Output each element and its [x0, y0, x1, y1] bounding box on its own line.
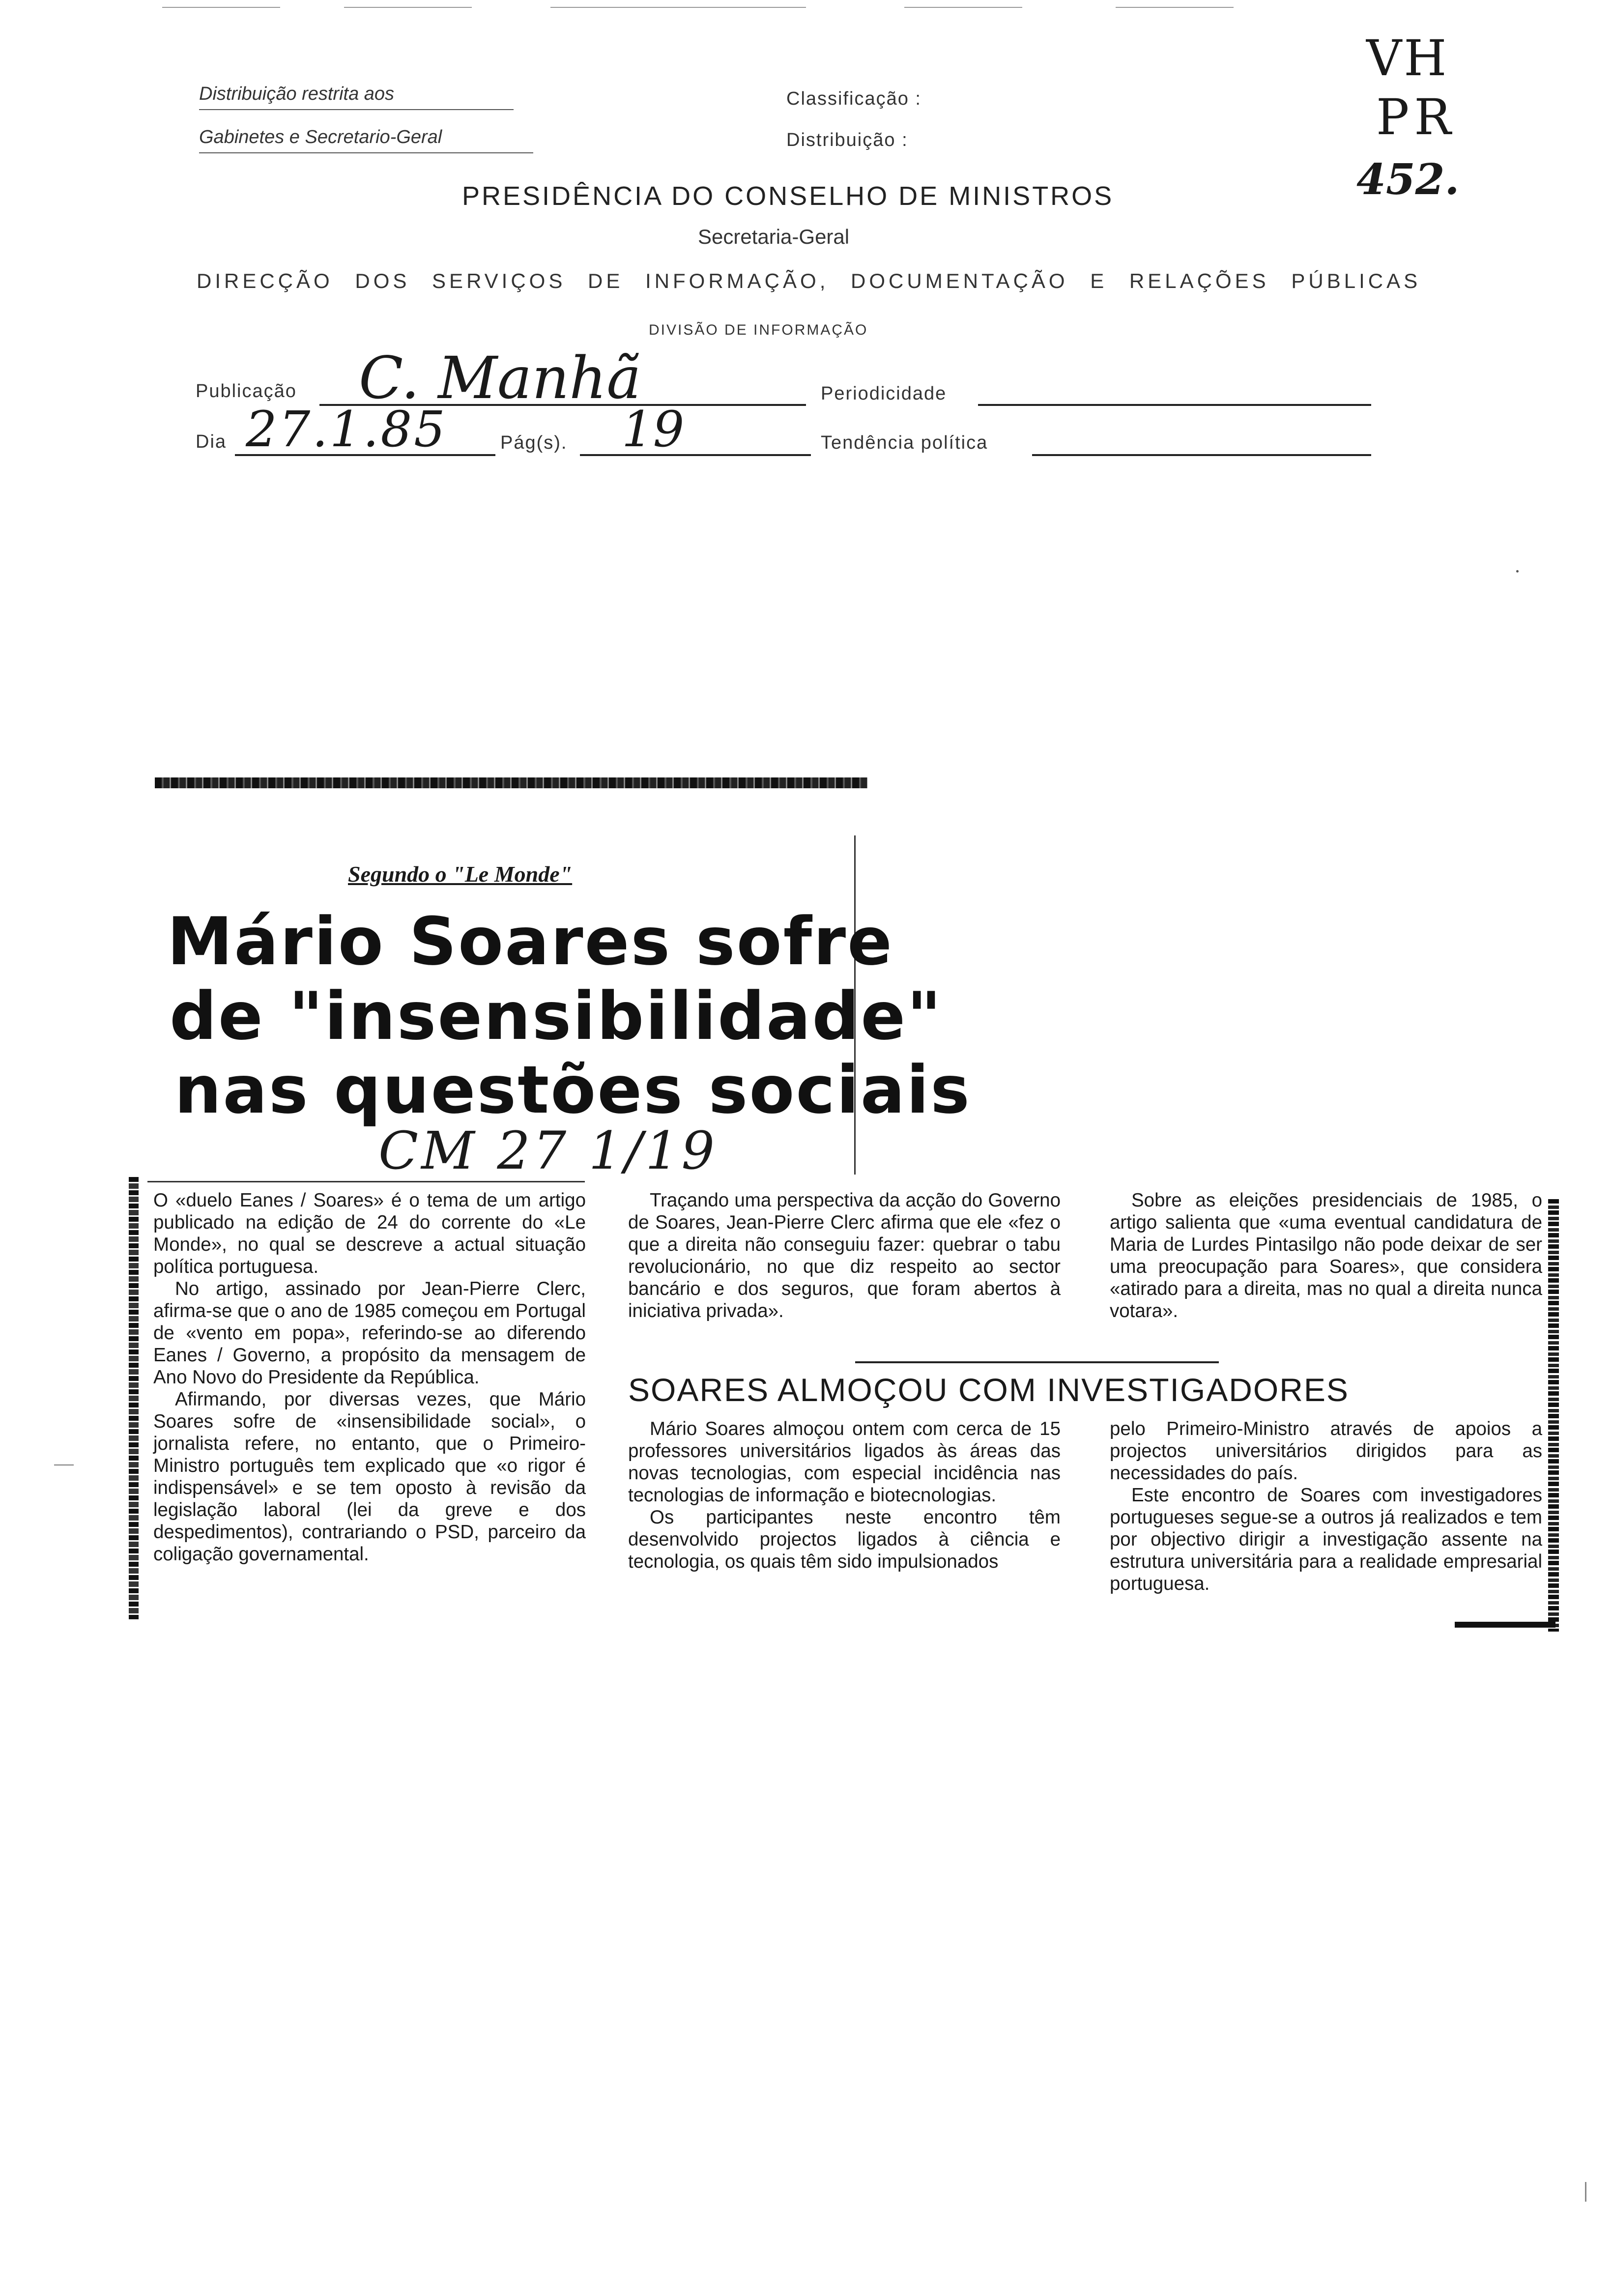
pages-label: Pág(s). [500, 432, 568, 453]
distribution-restricted-line2: Gabinetes e Secretario-Geral [199, 127, 442, 147]
distribution-underline [199, 152, 533, 153]
distribution-restricted-line1: Distribuição restrita aos [199, 84, 395, 104]
handwritten-clipping-ref: CM 27 1/19 [378, 1120, 718, 1181]
article-column-3 [1110, 1189, 1542, 1322]
handwritten-initials: VH [1366, 29, 1449, 87]
day-label: Dia [196, 431, 227, 452]
headline-line3: nas questões sociais [174, 1052, 971, 1128]
sub-article-paragraph: Mário Soares almoçou ontem com cerca de 15 professores universitários ligados às áreas das novas tecnologias, com especial incidência nas tecnologias de informação e biotecnologias. [628, 1418, 1061, 1506]
pages-field-line [580, 454, 811, 456]
secretariat-title: Secretaria-Geral [698, 225, 850, 248]
clipping-left-border [129, 1177, 139, 1619]
org-title: PRESIDÊNCIA DO CONSELHO DE MINISTROS [462, 181, 1114, 211]
article-paragraph: O «duelo Eanes / Soares» é o tema de um artigo publicado na edição de 24 do corrente do «Le Monde», no qual se descreve a actual situação política portuguesa. [153, 1190, 586, 1277]
pages-value: 19 [622, 401, 685, 458]
sub-article-title: SOARES ALMOÇOU COM INVESTIGADORES [628, 1372, 1349, 1408]
sub-article-paragraph: Este encontro de Soares com investigadores portugueses segue-se a outros já realizados e tem por objectivo dirigir a investigação assente na estrutura universitária para a realidade empresarial portuguesa. [1110, 1485, 1542, 1594]
article-paragraph: Sobre as eleições presidenciais de 1985, o artigo salienta que «uma eventual candidatura de Maria de Lurdes Pintasilgo não pode deixar de ser uma preocupação para Soares», que considera «atirado para a direita, mas no qual a direita nunca votara». [1110, 1190, 1542, 1321]
article-column-2 [628, 1189, 1061, 1322]
periodicity-label: Periodicidade [821, 383, 947, 404]
scan-speck [1585, 2182, 1586, 2202]
headline-line2: de "insensibilidade" [170, 978, 943, 1055]
direction-title: DIRECÇÃO DOS SERVIÇOS DE INFORMAÇÃO, DOCUMENTAÇÃO E RELAÇÕES PÚBLICAS [197, 269, 1421, 292]
article-column-1 [153, 1189, 586, 1565]
sub-article-paragraph: pelo Primeiro-Ministro através de apoios a projectos universitários dirigidos para as necessidades do país. [1110, 1418, 1542, 1484]
sub-article-paragraph: Os participantes neste encontro têm desenvolvido projectos ligados à ciência e tecnologia, os quais têm sido impulsionados [628, 1507, 1061, 1572]
scan-speck [54, 1464, 74, 1465]
publication-label: Publicação [196, 381, 297, 402]
publication-value: C. Manhã [359, 344, 641, 412]
day-value: 27.1.85 [246, 401, 447, 458]
clipping-right-border [1548, 1199, 1559, 1632]
scan-edge-mark [550, 7, 806, 8]
classification-label: Classificação : [786, 88, 921, 109]
article-kicker: Segundo o "Le Monde" [348, 861, 573, 887]
sub-article-column-1 [628, 1418, 1061, 1573]
article-paragraph: No artigo, assinado por Jean-Pierre Clerc, afirma-se que o ano de 1985 começou em Portugal de «vento em popa», referindo-se ao diferendo Eanes / Governo, a propósito da mensagem de Ano Novo do Presidente da República. [153, 1278, 586, 1388]
clipping-top-border [155, 777, 867, 788]
periodicity-field-line [978, 404, 1371, 406]
subheading-top-rule [855, 1361, 1219, 1363]
headline-line1: Mário Soares sofre [167, 903, 893, 980]
scan-edge-mark [904, 7, 1022, 8]
scan-edge-mark [1116, 7, 1234, 8]
article-paragraph: Afirmando, por diversas vezes, que Mário Soares sofre de «insensibilidade social», o jornalista refere, no entanto, que o Primeiro-Ministro português tem explicado que «o rigor é indispensável» e se tem oposto à revisão da legislação laboral (lei da greve e dos despedimentos), contrariando o PSD, parceiro da coligação governamental. [153, 1389, 586, 1565]
scan-speck [1516, 570, 1519, 573]
scan-edge-mark [162, 7, 280, 8]
distribution-label: Distribuição : [786, 130, 908, 150]
handwritten-number: 452. [1356, 155, 1460, 204]
article-paragraph: Traçando uma perspectiva da acção do Governo de Soares, Jean-Pierre Clerc afirma que ele «fez o que a direita não conseguiu fazer: quebrar o tabu revolucionário, no que diz respeito ao sector bancário e dos seguros, que foram abertos à iniciativa privada». [628, 1190, 1061, 1321]
handwritten-pr: PR [1376, 88, 1456, 146]
clipping-bottom-rule [1455, 1622, 1555, 1628]
sub-article-column-2 [1110, 1418, 1542, 1595]
column-1-top-rule [147, 1181, 585, 1182]
distribution-underline [199, 109, 514, 110]
division-title: DIVISÃO DE INFORMAÇÃO [649, 322, 868, 338]
tendency-field-line [1032, 454, 1371, 456]
scan-edge-mark [344, 7, 472, 8]
tendency-label: Tendência política [821, 432, 988, 453]
